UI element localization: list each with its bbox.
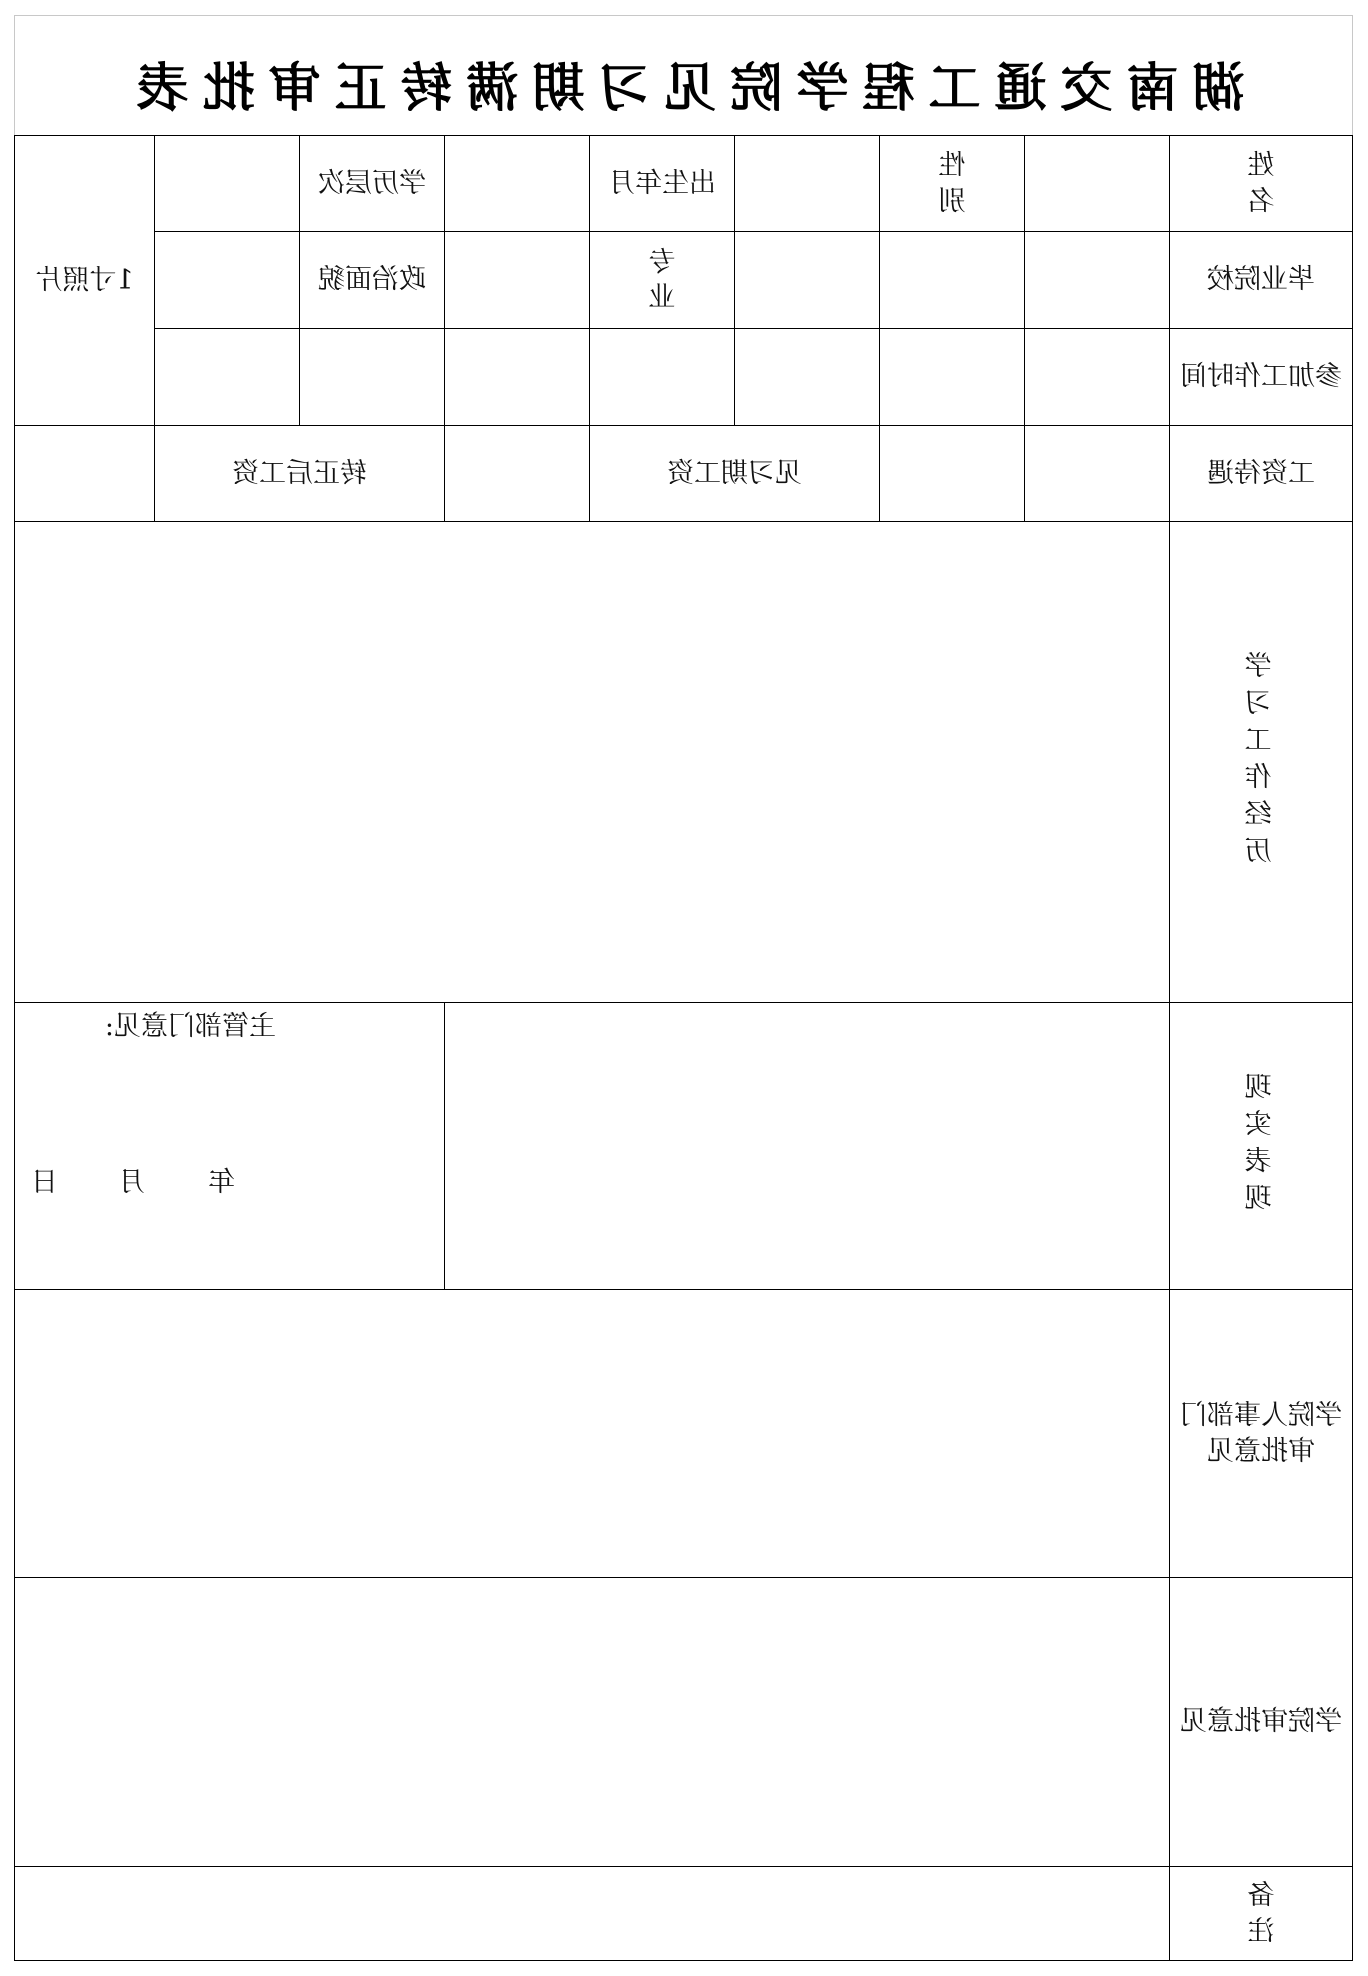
education-level-label: 学历层次	[299, 135, 445, 232]
major-label: 专 业	[589, 231, 735, 329]
major-value[interactable]	[444, 231, 590, 329]
work-start-value-1[interactable]	[1024, 328, 1170, 426]
college-opinion-content[interactable]	[14, 1577, 1170, 1867]
photo-placeholder: 1寸照片	[14, 135, 155, 426]
work-start-value-5[interactable]	[444, 328, 590, 426]
work-start-value-7[interactable]	[154, 328, 300, 426]
salary-value-1[interactable]	[1024, 425, 1170, 522]
hr-opinion-label: 学院人事部门审批意见	[1169, 1289, 1353, 1578]
remarks-label: 备 注	[1169, 1866, 1353, 1961]
work-history-content[interactable]	[14, 521, 1170, 1003]
hr-opinion-content[interactable]	[14, 1289, 1170, 1578]
gender-label: 性 别	[879, 135, 1025, 232]
political-status-label: 政治面貌	[299, 231, 445, 329]
dept-opinion-label: 主管部门意见:	[104, 1011, 276, 1042]
school-value-1[interactable]	[1024, 231, 1170, 329]
work-start-value-4[interactable]	[589, 328, 735, 426]
political-status-value[interactable]	[154, 231, 300, 329]
work-start-value-6[interactable]	[299, 328, 445, 426]
birth-value[interactable]	[444, 135, 590, 232]
school-label: 毕业院校	[1169, 231, 1353, 329]
date-year-label: 年	[208, 1167, 235, 1198]
probation-salary-label: 见习期工资	[589, 425, 880, 522]
salary-value-2[interactable]	[879, 425, 1025, 522]
gender-value[interactable]	[734, 135, 880, 232]
school-value-2[interactable]	[879, 231, 1025, 329]
regular-salary-value[interactable]	[14, 425, 155, 522]
dept-opinion-box[interactable]	[14, 1002, 445, 1290]
work-start-label: 参加工作时间	[1169, 328, 1353, 426]
remarks-content[interactable]	[14, 1866, 1170, 1961]
performance-label: 现实表现	[1169, 1002, 1353, 1290]
probation-salary-value[interactable]	[444, 425, 590, 522]
date-day-label: 日	[31, 1167, 58, 1198]
education-level-value[interactable]	[154, 135, 300, 232]
work-history-label: 学习工作经历	[1169, 521, 1353, 1003]
school-value-3[interactable]	[734, 231, 880, 329]
birth-label: 出生年月	[589, 135, 735, 232]
college-opinion-label: 学院审批意见	[1169, 1577, 1353, 1867]
name-label: 姓 名	[1169, 135, 1353, 232]
name-value[interactable]	[1024, 135, 1170, 232]
work-start-value-3[interactable]	[734, 328, 880, 426]
work-start-value-2[interactable]	[879, 328, 1025, 426]
salary-label: 工资待遇	[1169, 425, 1353, 522]
regular-salary-label: 转正后工资	[154, 425, 445, 522]
date-month-label: 月	[118, 1167, 145, 1198]
form-title: 湖南交通工程学院见习期满转正审批表	[122, 57, 1245, 119]
performance-content[interactable]	[444, 1002, 1170, 1290]
